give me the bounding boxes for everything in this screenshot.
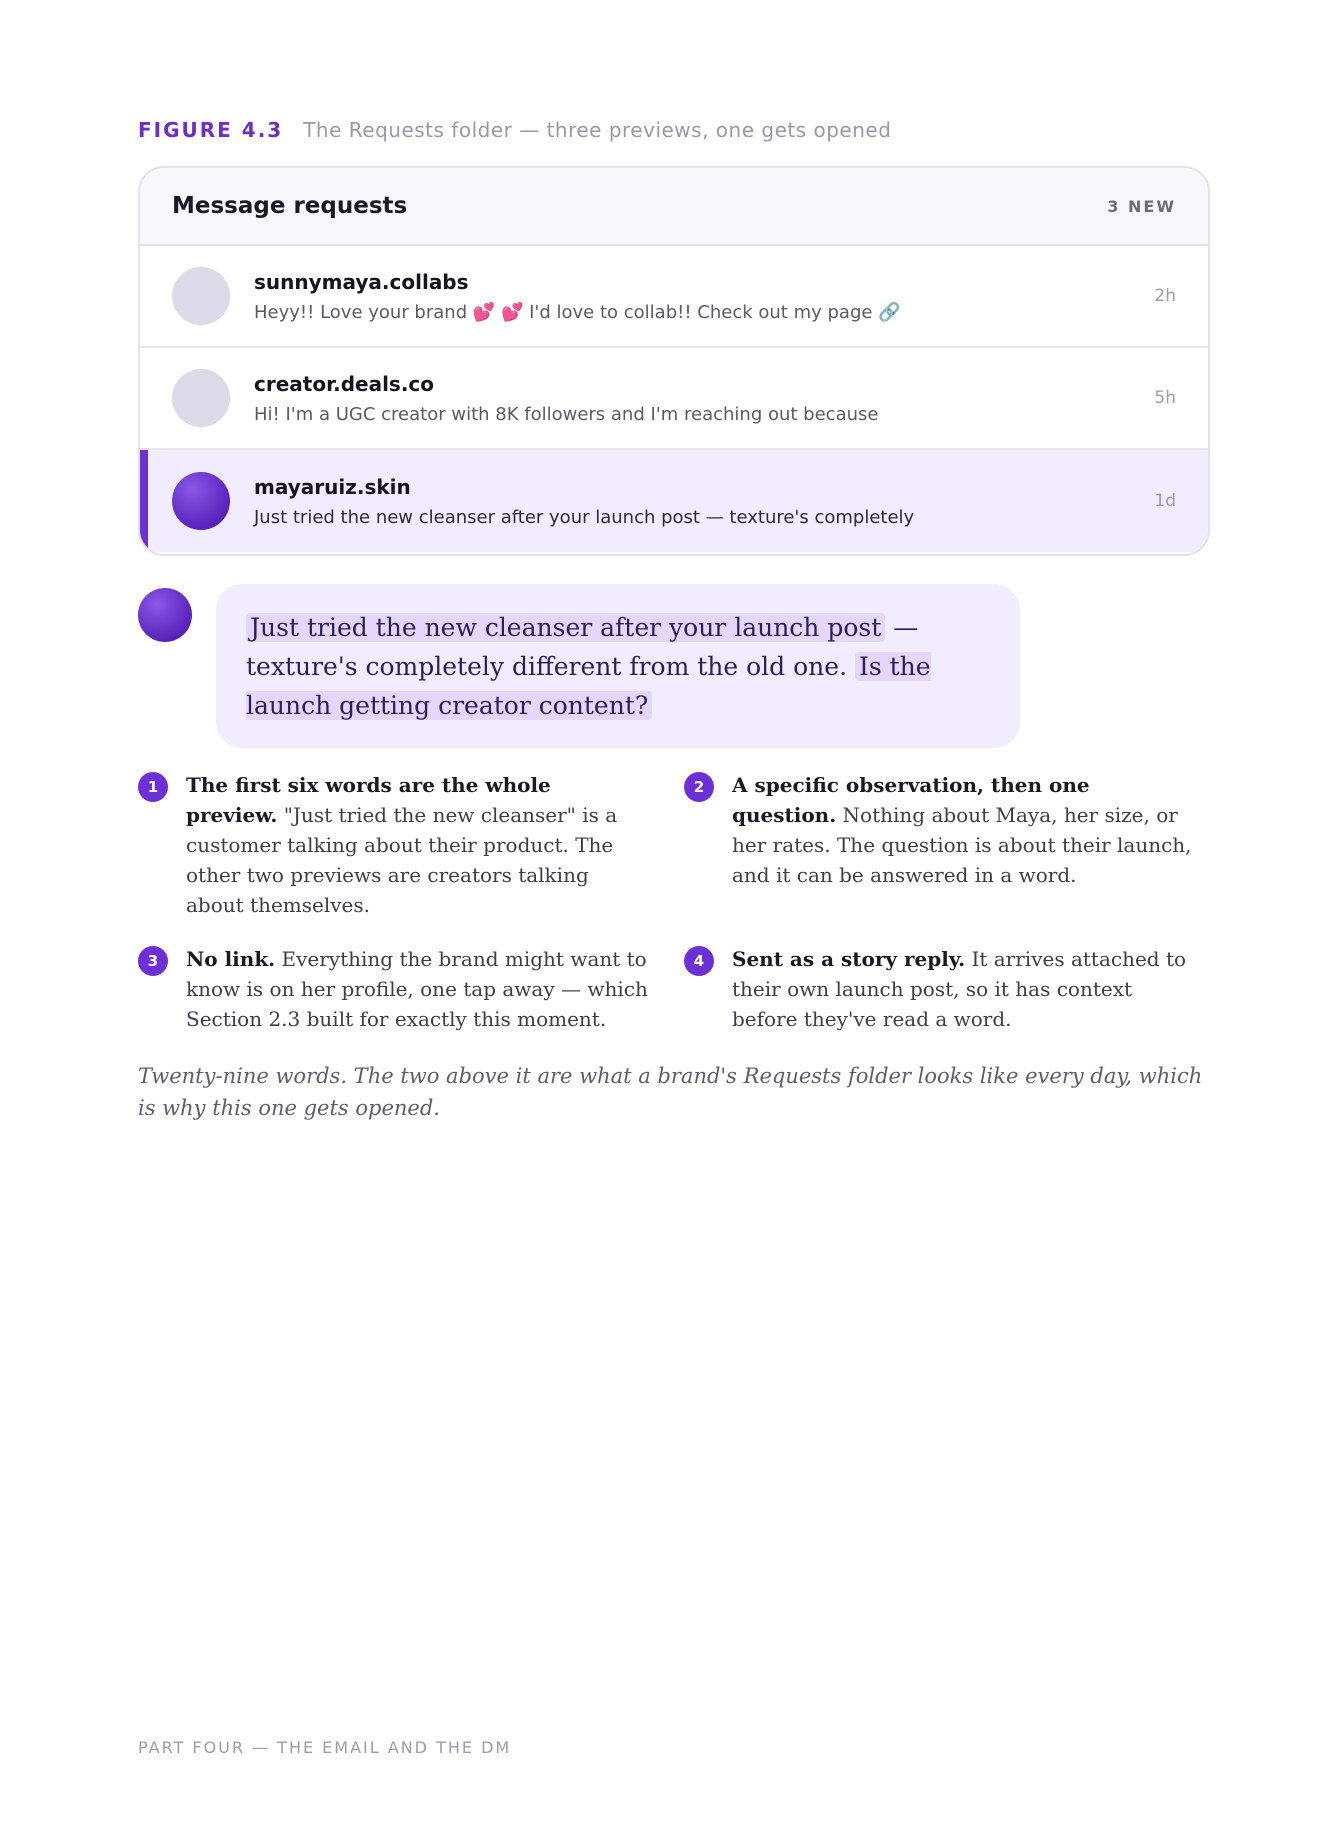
figure-caption	[138, 118, 891, 142]
note-lead: No link.	[186, 947, 276, 971]
highlight-observation: Just tried the new cleanser after your launch post	[246, 613, 885, 642]
requests-header	[140, 168, 1208, 246]
avatar	[172, 267, 230, 325]
request-row[interactable]	[140, 246, 1208, 348]
number-badge: 4	[684, 946, 714, 976]
figure-title: The Requests folder — three previews, one gets opened	[303, 118, 892, 142]
request-username: sunnymaya.collabs	[254, 269, 469, 294]
highlight-question: Is the launch getting creator content?	[246, 652, 931, 720]
note-1	[138, 770, 648, 920]
note-text: Everything the brand might want to know is on her profile, one tap away — which Section 2.3 built for exactly this moment.	[186, 947, 648, 1031]
request-username: creator.deals.co	[254, 371, 435, 396]
note-text: Nothing about Maya, her size, or her rates. The question is about their launch, and it can be answered in a word.	[732, 803, 1192, 887]
request-username: mayaruiz.skin	[254, 474, 411, 499]
request-time: 1d	[1154, 491, 1176, 511]
request-preview: Just tried the new cleanser after your launch post — texture's completely	[254, 506, 915, 528]
new-count-badge: 3 NEW	[1107, 196, 1176, 216]
message-bubble	[216, 584, 1020, 748]
request-time: 5h	[1154, 388, 1176, 408]
note-lead: A specific observation, then one question.	[732, 773, 1090, 827]
avatar	[172, 369, 230, 427]
request-preview: Heyy!! Love your brand 💕 💕 I'd love to collab!! Check out my page 🔗	[254, 301, 901, 323]
requests-title: Message requests	[172, 193, 408, 219]
message-text: — texture's completely different from the old one.	[246, 613, 919, 681]
number-badge: 1	[138, 772, 168, 802]
running-footer: PART FOUR — THE EMAIL AND THE DM	[138, 1738, 512, 1757]
message-requests-panel	[138, 166, 1210, 556]
note-2	[684, 770, 1194, 890]
sender-avatar	[138, 588, 192, 642]
closing-remark: Twenty-nine words. The two above it are what a brand's Requests folder looks like every day, which is why this one gets opened.	[138, 1064, 1203, 1120]
figure-label: FIGURE 4.3	[138, 118, 284, 142]
request-preview: Hi! I'm a UGC creator with 8K followers and I'm reaching out because	[254, 403, 879, 425]
note-lead: Sent as a story reply.	[732, 947, 966, 971]
number-badge: 2	[684, 772, 714, 802]
request-row[interactable]	[140, 348, 1208, 450]
number-badge: 3	[138, 946, 168, 976]
note-lead: The first six words are the whole preview.	[186, 773, 551, 827]
request-row-selected[interactable]	[140, 450, 1208, 552]
avatar	[172, 472, 230, 530]
note-text: It arrives attached to their own launch post, so it has context before they've read a word.	[732, 947, 1187, 1031]
note-3	[138, 944, 648, 1034]
note-text: "Just tried the new cleanser" is a customer talking about their product. The other two previews are creators talking about themselves.	[186, 803, 618, 917]
note-4	[684, 944, 1194, 1034]
request-time: 2h	[1154, 286, 1176, 306]
